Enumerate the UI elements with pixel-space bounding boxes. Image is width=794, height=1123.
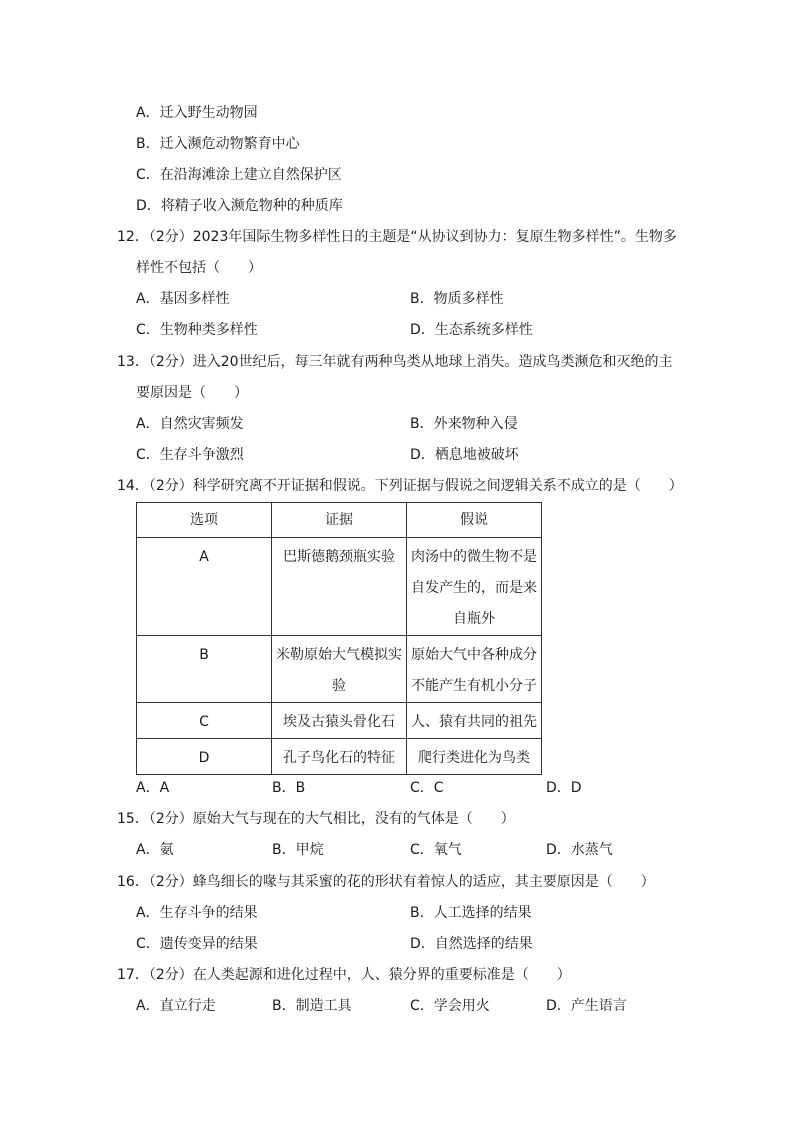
table-cell-line: 人、猿有共同的祖先 [411,714,537,730]
q16-option-d: D．自然选择的结果 [410,936,533,952]
table-row [137,636,542,703]
q13-option-d: D．栖息地被破坏 [410,447,519,463]
q16-option-c: C．遗传变异的结果 [136,936,258,952]
q14-option-c: C．C [410,780,444,796]
q13-stem-line1: 13．（2分）进入20世纪后，每三年就有两种鸟类从地球上消失。造成鸟类濒危和灭绝的主 [117,354,673,370]
q15-stem-line1: 15．（2分）原始大气与现在的大气相比，没有的气体是（ ） [117,811,515,827]
evidence-hypothesis-table [136,502,542,775]
q11-option-c: C．在沿海滩涂上建立自然保护区 [136,167,342,183]
q13-option-b: B．外来物种入侵 [410,416,518,432]
q17-stem-line1: 17．（2分）在人类起源和进化过程中，人、猿分界的重要标准是（ ） [117,967,571,983]
q16-option-b: B．人工选择的结果 [410,905,532,921]
q14-option-d: D．D [546,780,582,796]
q16-stem-line1: 16．（2分）蜂鸟细长的喙与其采蜜的花的形状有着惊人的适应，其主要原因是（ ） [117,874,655,890]
q17-option-c: C．学会用火 [410,998,490,1014]
q13-option-a: A．自然灾害频发 [136,416,244,432]
q11-option-d: D．将精子收入濒危物种的种质库 [136,198,343,214]
table-header-row [137,503,542,538]
table-cell-option: D [137,739,272,775]
q14-stem-line1: 14．（2分）科学研究离不开证据和假说。下列证据与假说之间逻辑关系不成立的是（ ） [117,478,683,494]
q14-option-b: B．B [272,780,306,796]
table-cell-line: 自发产生的，而是来 [411,580,537,596]
table-row [137,703,542,739]
q12-stem-line2: 样性不包括（ ） [136,260,262,276]
table-cell-hypothesis [407,703,542,739]
q12-option-c: C．生物种类多样性 [136,322,258,338]
table-cell-line: 自瓶外 [453,611,495,627]
table-cell-line: 米勒原始大气模拟实 [276,647,402,663]
q14-option-a: A．A [136,780,170,796]
table-header-evidence: 证据 [272,503,407,538]
table-cell-hypothesis [407,739,542,775]
table-cell-line: 孔子鸟化石的特征 [283,750,395,766]
table-header-option: 选项 [137,503,272,538]
table-row [137,538,542,636]
table-cell-hypothesis [407,538,542,636]
q11-option-a: A．迁入野生动物园 [136,105,258,121]
table-cell-option: A [137,538,272,636]
table-cell-line: 埃及古猿头骨化石 [283,714,395,730]
q12-option-d: D．生态系统多样性 [410,322,533,338]
q12-stem-line1: 12．（2分）2023年国际生物多样性日的主题是“从协议到协力：复原生物多样性”。生物多 [117,229,677,245]
table-header-hypothesis: 假说 [407,503,542,538]
q17-option-b: B．制造工具 [272,998,352,1014]
table-cell-hypothesis [407,636,542,703]
table-cell-line: 爬行类进化为鸟类 [418,750,530,766]
table-cell-line: 验 [332,678,346,694]
table-cell-line: 巴斯德鹅颈瓶实验 [283,549,395,565]
table-cell-option: C [137,703,272,739]
table-cell-evidence [272,538,407,636]
table-cell-line: 肉汤中的微生物不是 [411,549,537,565]
q13-option-c: C．生存斗争激烈 [136,447,244,463]
table-cell-line: 原始大气中各种成分 [411,647,537,663]
q12-option-a: A．基因多样性 [136,291,230,307]
q16-option-a: A．生存斗争的结果 [136,905,258,921]
q15-option-b: B．甲烷 [272,842,324,858]
q13-stem-line2: 要原因是（ ） [136,385,248,401]
q12-option-b: B．物质多样性 [410,291,504,307]
table-cell-evidence [272,739,407,775]
q17-option-a: A．直立行走 [136,998,216,1014]
q15-option-a: A．氨 [136,842,174,858]
q11-option-b: B．迁入濒危动物繁育中心 [136,136,300,152]
table-cell-option: B [137,636,272,703]
table-cell-evidence [272,703,407,739]
q15-option-d: D．水蒸气 [546,842,613,858]
table-row [137,739,542,775]
q15-option-c: C．氧气 [410,842,462,858]
table-cell-line: 不能产生有机小分子 [411,678,537,694]
table-cell-evidence [272,636,407,703]
q17-option-d: D．产生语言 [546,998,627,1014]
